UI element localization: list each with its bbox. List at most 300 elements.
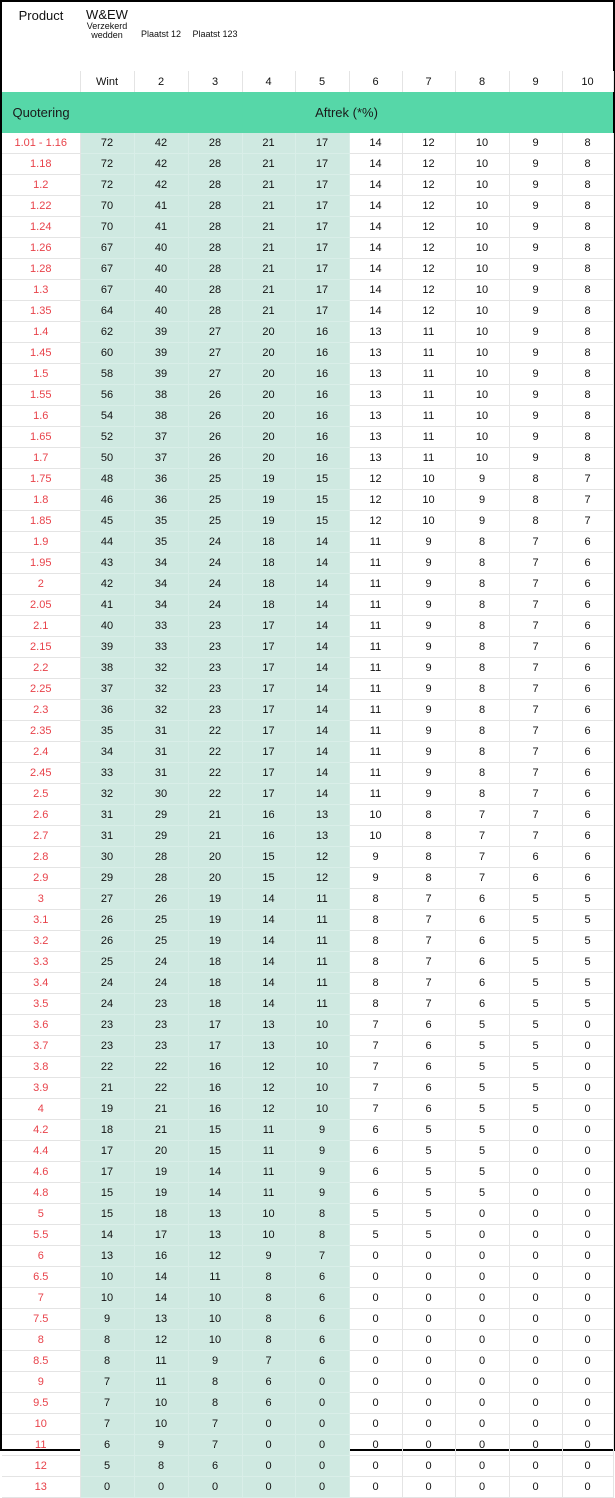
value-cell: 9 <box>402 595 455 616</box>
quote-cell: 1.24 <box>2 217 80 238</box>
value-cell: 12 <box>402 238 455 259</box>
value-cell: 14 <box>242 952 295 973</box>
value-cell: 6 <box>562 805 613 826</box>
quote-cell: 13 <box>2 1477 80 1498</box>
value-cell: 16 <box>242 826 295 847</box>
value-cell: 8 <box>455 574 509 595</box>
col-header: 8 <box>455 71 509 92</box>
product-label: Product <box>18 8 64 23</box>
table-row <box>2 658 613 679</box>
value-cell: 5 <box>509 931 562 952</box>
value-cell: 0 <box>455 1267 509 1288</box>
value-cell: 14 <box>349 280 402 301</box>
value-cell: 5 <box>402 1204 455 1225</box>
value-cell: 14 <box>188 1183 242 1204</box>
value-cell: 9 <box>455 490 509 511</box>
value-cell: 8 <box>562 238 613 259</box>
value-cell: 8 <box>188 1372 242 1393</box>
value-cell: 17 <box>295 196 349 217</box>
col-header: 4 <box>242 71 295 92</box>
col-header: 2 <box>134 71 188 92</box>
table-row <box>2 490 613 511</box>
value-cell: 17 <box>242 763 295 784</box>
value-cell: 8 <box>455 532 509 553</box>
quote-cell: 8.5 <box>2 1351 80 1372</box>
value-cell: 10 <box>402 469 455 490</box>
value-cell: 9 <box>295 1120 349 1141</box>
value-cell: 35 <box>80 721 134 742</box>
value-cell: 9 <box>402 637 455 658</box>
value-cell: 20 <box>134 1141 188 1162</box>
value-cell: 6 <box>349 1120 402 1141</box>
value-cell: 17 <box>295 280 349 301</box>
value-cell: 9 <box>402 616 455 637</box>
value-cell: 11 <box>295 994 349 1015</box>
value-cell: 6 <box>402 1036 455 1057</box>
value-cell: 38 <box>134 385 188 406</box>
value-cell: 32 <box>134 658 188 679</box>
quote-cell: 9.5 <box>2 1393 80 1414</box>
value-cell: 10 <box>455 448 509 469</box>
value-cell: 0 <box>509 1435 562 1456</box>
value-cell: 7 <box>509 595 562 616</box>
quote-cell: 9 <box>2 1372 80 1393</box>
value-cell: 21 <box>188 805 242 826</box>
value-cell: 26 <box>80 931 134 952</box>
value-cell: 60 <box>80 343 134 364</box>
value-cell: 24 <box>134 952 188 973</box>
value-cell: 7 <box>509 721 562 742</box>
quote-cell: 3.8 <box>2 1057 80 1078</box>
table-row <box>2 1120 613 1141</box>
value-cell: 10 <box>455 364 509 385</box>
table-row <box>2 1330 613 1351</box>
value-cell: 12 <box>402 196 455 217</box>
value-cell: 22 <box>188 721 242 742</box>
value-cell: 0 <box>562 1414 613 1435</box>
value-cell: 50 <box>80 448 134 469</box>
value-cell: 5 <box>455 1036 509 1057</box>
value-cell: 42 <box>134 154 188 175</box>
value-cell: 25 <box>188 511 242 532</box>
quote-cell: 8 <box>2 1330 80 1351</box>
quote-cell: 2.9 <box>2 868 80 889</box>
value-cell: 7 <box>509 532 562 553</box>
value-cell: 0 <box>562 1288 613 1309</box>
value-cell: 10 <box>349 826 402 847</box>
value-cell: 20 <box>242 448 295 469</box>
value-cell: 34 <box>134 595 188 616</box>
value-cell: 12 <box>295 847 349 868</box>
value-cell: 70 <box>80 196 134 217</box>
value-cell: 62 <box>80 322 134 343</box>
value-cell: 12 <box>349 511 402 532</box>
value-cell: 0 <box>402 1309 455 1330</box>
value-cell: 23 <box>188 700 242 721</box>
value-cell: 11 <box>188 1267 242 1288</box>
value-cell: 16 <box>295 385 349 406</box>
value-cell: 0 <box>562 1393 613 1414</box>
value-cell: 14 <box>295 700 349 721</box>
quote-cell: 3.3 <box>2 952 80 973</box>
value-cell: 13 <box>242 1015 295 1036</box>
table-row <box>2 1078 613 1099</box>
value-cell: 20 <box>188 847 242 868</box>
value-cell: 6 <box>562 616 613 637</box>
value-cell: 56 <box>80 385 134 406</box>
value-cell: 14 <box>349 301 402 322</box>
value-cell: 14 <box>295 721 349 742</box>
value-cell: 29 <box>134 805 188 826</box>
value-cell: 8 <box>402 805 455 826</box>
value-cell: 5 <box>509 973 562 994</box>
value-cell: 0 <box>509 1204 562 1225</box>
value-cell: 0 <box>188 1477 242 1498</box>
value-cell: 10 <box>188 1288 242 1309</box>
value-cell: 16 <box>295 427 349 448</box>
value-cell: 6 <box>562 700 613 721</box>
value-cell: 11 <box>349 763 402 784</box>
value-cell: 18 <box>242 532 295 553</box>
value-cell: 12 <box>402 301 455 322</box>
value-cell: 6 <box>295 1267 349 1288</box>
value-cell: 29 <box>80 868 134 889</box>
value-cell: 27 <box>188 322 242 343</box>
value-cell: 11 <box>349 616 402 637</box>
value-cell: 7 <box>509 658 562 679</box>
value-cell: 8 <box>562 343 613 364</box>
value-cell: 5 <box>562 889 613 910</box>
value-cell: 39 <box>134 343 188 364</box>
value-cell: 20 <box>242 343 295 364</box>
value-cell: 14 <box>242 910 295 931</box>
value-cell: 29 <box>134 826 188 847</box>
value-cell: 14 <box>242 931 295 952</box>
value-cell: 7 <box>349 1099 402 1120</box>
table-row <box>2 532 613 553</box>
table-row <box>2 973 613 994</box>
value-cell: 18 <box>242 553 295 574</box>
value-cell: 14 <box>295 532 349 553</box>
value-cell: 6 <box>562 595 613 616</box>
quote-cell: 4.4 <box>2 1141 80 1162</box>
value-cell: 7 <box>509 553 562 574</box>
value-cell: 16 <box>188 1099 242 1120</box>
col-header: 5 <box>295 71 349 92</box>
value-cell: 13 <box>242 1036 295 1057</box>
value-cell: 0 <box>509 1183 562 1204</box>
value-cell: 40 <box>134 280 188 301</box>
value-cell: 11 <box>242 1120 295 1141</box>
value-cell: 10 <box>80 1267 134 1288</box>
value-cell: 0 <box>295 1414 349 1435</box>
value-cell: 7 <box>509 574 562 595</box>
value-cell: 19 <box>188 931 242 952</box>
value-cell: 13 <box>349 427 402 448</box>
value-cell: 15 <box>295 490 349 511</box>
table-row <box>2 679 613 700</box>
value-cell: 18 <box>242 595 295 616</box>
value-cell: 11 <box>402 364 455 385</box>
value-cell: 19 <box>80 1099 134 1120</box>
value-cell: 5 <box>509 1015 562 1036</box>
value-cell: 10 <box>455 280 509 301</box>
value-cell: 6 <box>295 1309 349 1330</box>
value-cell: 7 <box>509 679 562 700</box>
value-cell: 28 <box>188 175 242 196</box>
quote-cell: 1.75 <box>2 469 80 490</box>
value-cell: 8 <box>349 973 402 994</box>
value-cell: 43 <box>80 553 134 574</box>
value-cell: 13 <box>349 406 402 427</box>
value-cell: 10 <box>455 427 509 448</box>
value-cell: 41 <box>134 196 188 217</box>
quote-cell: 4.6 <box>2 1162 80 1183</box>
value-cell: 8 <box>349 910 402 931</box>
value-cell: 54 <box>80 406 134 427</box>
value-cell: 9 <box>402 700 455 721</box>
value-cell: 0 <box>349 1330 402 1351</box>
value-cell: 34 <box>134 553 188 574</box>
value-cell: 7 <box>402 994 455 1015</box>
value-cell: 24 <box>188 595 242 616</box>
value-cell: 7 <box>188 1435 242 1456</box>
value-cell: 0 <box>402 1372 455 1393</box>
plaatst123-label: Plaatst 123 <box>192 29 238 39</box>
value-cell: 6 <box>242 1372 295 1393</box>
value-cell: 28 <box>188 196 242 217</box>
value-cell: 16 <box>242 805 295 826</box>
value-cell: 40 <box>134 259 188 280</box>
value-cell: 7 <box>80 1393 134 1414</box>
value-cell: 18 <box>188 973 242 994</box>
value-cell: 19 <box>242 469 295 490</box>
value-cell: 17 <box>188 1036 242 1057</box>
value-cell: 9 <box>509 406 562 427</box>
value-cell: 21 <box>242 175 295 196</box>
value-cell: 5 <box>80 1456 134 1477</box>
value-cell: 24 <box>80 973 134 994</box>
table-row <box>2 1309 613 1330</box>
value-cell: 10 <box>455 175 509 196</box>
value-cell: 42 <box>80 574 134 595</box>
table-row <box>2 1225 613 1246</box>
value-cell: 10 <box>455 406 509 427</box>
value-cell: 17 <box>242 658 295 679</box>
value-cell: 8 <box>455 595 509 616</box>
value-cell: 8 <box>349 994 402 1015</box>
value-cell: 12 <box>134 1330 188 1351</box>
value-cell: 8 <box>455 700 509 721</box>
table-row <box>2 175 613 196</box>
value-cell: 0 <box>562 1372 613 1393</box>
value-cell: 22 <box>80 1057 134 1078</box>
value-cell: 12 <box>242 1057 295 1078</box>
value-cell: 7 <box>80 1372 134 1393</box>
table-row <box>2 1477 613 1498</box>
table-row <box>2 427 613 448</box>
table-row <box>2 700 613 721</box>
value-cell: 0 <box>509 1456 562 1477</box>
value-cell: 0 <box>402 1267 455 1288</box>
quote-cell: 4.2 <box>2 1120 80 1141</box>
value-cell: 11 <box>349 574 402 595</box>
value-cell: 24 <box>134 973 188 994</box>
table-row <box>2 343 613 364</box>
value-cell: 24 <box>80 994 134 1015</box>
value-cell: 6 <box>402 1015 455 1036</box>
value-cell: 14 <box>295 616 349 637</box>
quote-cell: 1.95 <box>2 553 80 574</box>
value-cell: 13 <box>134 1309 188 1330</box>
value-cell: 31 <box>134 742 188 763</box>
value-cell: 0 <box>509 1162 562 1183</box>
value-cell: 7 <box>509 805 562 826</box>
value-cell: 0 <box>402 1246 455 1267</box>
value-cell: 0 <box>349 1435 402 1456</box>
value-cell: 32 <box>134 700 188 721</box>
value-cell: 0 <box>402 1330 455 1351</box>
value-cell: 6 <box>349 1183 402 1204</box>
quote-cell: 2.25 <box>2 679 80 700</box>
value-cell: 6 <box>562 763 613 784</box>
quote-cell: 2.8 <box>2 847 80 868</box>
value-cell: 0 <box>349 1309 402 1330</box>
value-cell: 8 <box>509 511 562 532</box>
value-cell: 8 <box>455 637 509 658</box>
value-cell: 10 <box>295 1078 349 1099</box>
value-cell: 10 <box>455 238 509 259</box>
value-cell: 11 <box>349 595 402 616</box>
value-cell: 17 <box>188 1015 242 1036</box>
quote-cell: 2.6 <box>2 805 80 826</box>
value-cell: 33 <box>134 616 188 637</box>
value-cell: 6 <box>562 553 613 574</box>
table-row <box>2 1183 613 1204</box>
value-cell: 31 <box>134 763 188 784</box>
value-cell: 0 <box>349 1288 402 1309</box>
value-cell: 39 <box>134 364 188 385</box>
value-cell: 15 <box>295 469 349 490</box>
table-row <box>2 931 613 952</box>
value-cell: 42 <box>134 133 188 154</box>
value-cell: 5 <box>402 1120 455 1141</box>
value-cell: 10 <box>295 1015 349 1036</box>
table-row <box>2 847 613 868</box>
value-cell: 8 <box>188 1393 242 1414</box>
table-row <box>2 1204 613 1225</box>
value-cell: 9 <box>509 343 562 364</box>
value-cell: 25 <box>80 952 134 973</box>
value-cell: 17 <box>80 1141 134 1162</box>
value-cell: 14 <box>242 973 295 994</box>
value-cell: 20 <box>242 322 295 343</box>
quote-cell: 1.6 <box>2 406 80 427</box>
value-cell: 9 <box>295 1183 349 1204</box>
value-cell: 7 <box>402 931 455 952</box>
value-cell: 9 <box>509 385 562 406</box>
table-row <box>2 805 613 826</box>
quote-cell: 1.35 <box>2 301 80 322</box>
value-cell: 7 <box>80 1414 134 1435</box>
value-cell: 0 <box>562 1099 613 1120</box>
value-cell: 17 <box>242 616 295 637</box>
value-cell: 45 <box>80 511 134 532</box>
value-cell: 5 <box>455 1120 509 1141</box>
table-row <box>2 868 613 889</box>
value-cell: 6 <box>402 1078 455 1099</box>
value-cell: 26 <box>188 406 242 427</box>
value-cell: 0 <box>509 1477 562 1498</box>
value-cell: 13 <box>188 1225 242 1246</box>
value-cell: 11 <box>295 889 349 910</box>
value-cell: 11 <box>295 910 349 931</box>
value-cell: 6 <box>295 1288 349 1309</box>
verzekerd-label-line2: wedden <box>91 30 123 40</box>
value-cell: 12 <box>402 280 455 301</box>
quote-cell: 5 <box>2 1204 80 1225</box>
value-cell: 21 <box>242 196 295 217</box>
value-cell: 15 <box>80 1204 134 1225</box>
quote-cell: 2.05 <box>2 595 80 616</box>
value-cell: 11 <box>349 700 402 721</box>
value-cell: 8 <box>455 679 509 700</box>
value-cell: 9 <box>402 721 455 742</box>
value-cell: 0 <box>242 1456 295 1477</box>
table-row <box>2 553 613 574</box>
value-cell: 5 <box>402 1183 455 1204</box>
value-cell: 9 <box>402 763 455 784</box>
table-row <box>2 406 613 427</box>
value-cell: 11 <box>402 343 455 364</box>
value-cell: 17 <box>295 133 349 154</box>
value-cell: 8 <box>349 931 402 952</box>
table-row <box>2 448 613 469</box>
col-header: 6 <box>349 71 402 92</box>
value-cell: 11 <box>402 385 455 406</box>
quote-cell: 2.2 <box>2 658 80 679</box>
value-cell: 25 <box>188 469 242 490</box>
value-cell: 9 <box>402 742 455 763</box>
value-cell: 40 <box>134 238 188 259</box>
value-cell: 0 <box>455 1288 509 1309</box>
value-cell: 0 <box>562 1330 613 1351</box>
value-cell: 12 <box>242 1078 295 1099</box>
value-cell: 14 <box>242 889 295 910</box>
value-cell: 13 <box>349 322 402 343</box>
quote-cell: 3.4 <box>2 973 80 994</box>
value-cell: 39 <box>80 637 134 658</box>
aftrek-label: Aftrek (*%) <box>80 92 613 133</box>
value-cell: 11 <box>349 658 402 679</box>
value-cell: 15 <box>80 1183 134 1204</box>
value-cell: 8 <box>562 322 613 343</box>
table-row <box>2 217 613 238</box>
value-cell: 7 <box>562 511 613 532</box>
value-cell: 52 <box>80 427 134 448</box>
value-cell: 5 <box>455 1078 509 1099</box>
value-cell: 8 <box>80 1351 134 1372</box>
value-cell: 13 <box>349 364 402 385</box>
value-cell: 13 <box>349 448 402 469</box>
value-cell: 10 <box>188 1309 242 1330</box>
value-cell: 14 <box>349 175 402 196</box>
value-cell: 13 <box>349 385 402 406</box>
value-cell: 9 <box>455 469 509 490</box>
value-cell: 7 <box>349 1015 402 1036</box>
value-cell: 12 <box>242 1099 295 1120</box>
value-cell: 14 <box>242 994 295 1015</box>
